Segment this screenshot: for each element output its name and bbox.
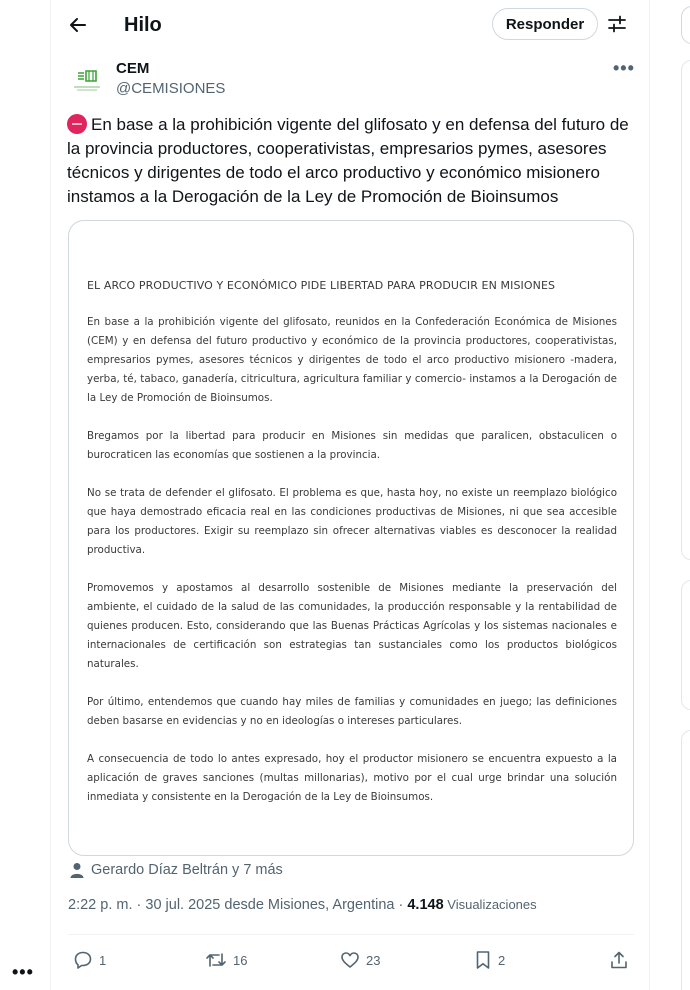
thread-header [51, 0, 651, 50]
tweet-body: En base a la prohibición vigente del glifosato y en defensa del futuro de la provincia productores, cooperativistas, empresarios pymes, asesores técnicos y dirigentes de todo el arco productivo y económico misionero instamos a la Derogación de la Ley de Promoción de Bioinsumos [67, 115, 629, 206]
more-options-icon[interactable]: ••• [613, 58, 635, 78]
views-label: Visualizaciones [443, 897, 537, 912]
like-count: 23 [366, 952, 381, 968]
bookmark-icon [474, 950, 492, 970]
author-handle[interactable]: @CEMISIONES [116, 80, 226, 97]
like-action[interactable] [340, 948, 380, 972]
right-sidebar [651, 0, 690, 990]
tagged-users-label: Gerardo Díaz Beltrán y 7 más [91, 862, 283, 878]
document-paragraph: Bregamos por la libertad para producir en Misiones sin medidas que paralicen, obstaculicen o burocraticen las economías que sostienen a la provincia. [87, 430, 617, 461]
attached-image[interactable] [68, 220, 634, 856]
action-bar [51, 948, 651, 974]
more-menu-icon[interactable]: ••• [12, 962, 34, 982]
document-paragraph: En base a la prohibición vigente del glifosato, reunidos en la Confederación Económica de Misiones (CEM) y en defensa del futuro productivo y económico de la provincia productores, cooperativistas, empresarios pymes, asesores técnicos y dirigentes de todo el arco productivo misionero -madera, yerba, té, tabaco, ganadería, citricultura, agricultura familiar y comercio- instamos a la Derogación de la Ley de Promoción de Bioinsumos. [87, 316, 617, 404]
meta-separator: · [394, 897, 408, 913]
repost-icon [205, 950, 227, 970]
back-button[interactable] [65, 12, 91, 38]
document-paragraph: Promovemos y apostamos al desarrollo sostenible de Misiones mediante la preservación del ambiente, el cuidado de la salud de las comunidades, la producción responsable y la rentabilidad de quienes producen. Esto, considerando que las Buenas Prácticas Agrícolas y los sistemas nacionales e internacionales de certificación son estrategias tan sustanciales como los productos biológicos naturales. [87, 582, 617, 670]
tweet-text [67, 113, 633, 209]
share-action[interactable] [609, 948, 629, 972]
document-paragraph: No se trata de defender el glifosato. El problema es que, hasta hoy, no existe un reemplazo biológico que haya demostrado eficacia real en las condiciones productivas de Misiones, ni que sea accesible para los productores. Exigir su reemplazo sin ofrecer alternativas viables es desconocer la realidad productiva. [87, 487, 617, 556]
bookmark-count: 2 [498, 952, 506, 968]
meta-separator: · [132, 897, 146, 913]
avatar[interactable] [67, 60, 107, 100]
bookmark-action[interactable] [474, 948, 505, 972]
sidebar-card [681, 730, 690, 990]
repost-count: 16 [233, 952, 248, 968]
sidebar-card [681, 60, 690, 560]
divider [68, 934, 634, 935]
tweet-location: desde Misiones, Argentina [220, 897, 395, 913]
sliders-icon [607, 14, 627, 34]
comment-icon [73, 950, 93, 970]
document-paragraph: A consecuencia de todo lo antes expresado, hoy el productor misionero se encuentra expuesto a la aplicación de graves sanciones (multas millonarias), motivo por el cual urge brindar una solución inmediata y consistente en la Derogación de la Ley de Bioinsumos. [87, 753, 617, 803]
statement-document [87, 279, 617, 807]
tagged-users[interactable] [69, 862, 283, 878]
reply-action[interactable] [73, 948, 106, 972]
left-sidebar [0, 0, 50, 990]
share-icon [609, 950, 629, 970]
author-name[interactable]: CEM [116, 60, 150, 77]
sidebar-card [681, 580, 690, 710]
arrow-left-icon [68, 15, 88, 35]
repost-action[interactable] [205, 948, 247, 972]
page-title: Hilo [124, 14, 162, 36]
search-box-edge[interactable] [681, 6, 690, 44]
reply-count: 1 [99, 952, 107, 968]
thread-settings-button[interactable] [605, 12, 629, 36]
document-paragraph: Por último, entendemos que cuando hay miles de familias y comunidades en juego; las definiciones deben basarse en evidencias y no en ideologías o intereses particulares. [87, 696, 617, 727]
document-title: EL ARCO PRODUCTIVO Y ECONÓMICO PIDE LIBERTAD PARA PRODUCIR EN MISIONES [87, 279, 556, 292]
person-icon [69, 862, 85, 878]
cem-logo-icon [69, 65, 105, 95]
tweet-date[interactable]: 30 jul. 2025 [145, 897, 221, 913]
views-count: 4.148 [407, 897, 444, 913]
tweet-time[interactable]: 2:22 p. m. [68, 897, 133, 913]
heart-icon [340, 950, 360, 970]
tweet-metadata [68, 897, 537, 913]
stop-sign-icon [67, 114, 87, 134]
thread-column [50, 0, 650, 990]
reply-button[interactable]: Responder [492, 8, 598, 40]
